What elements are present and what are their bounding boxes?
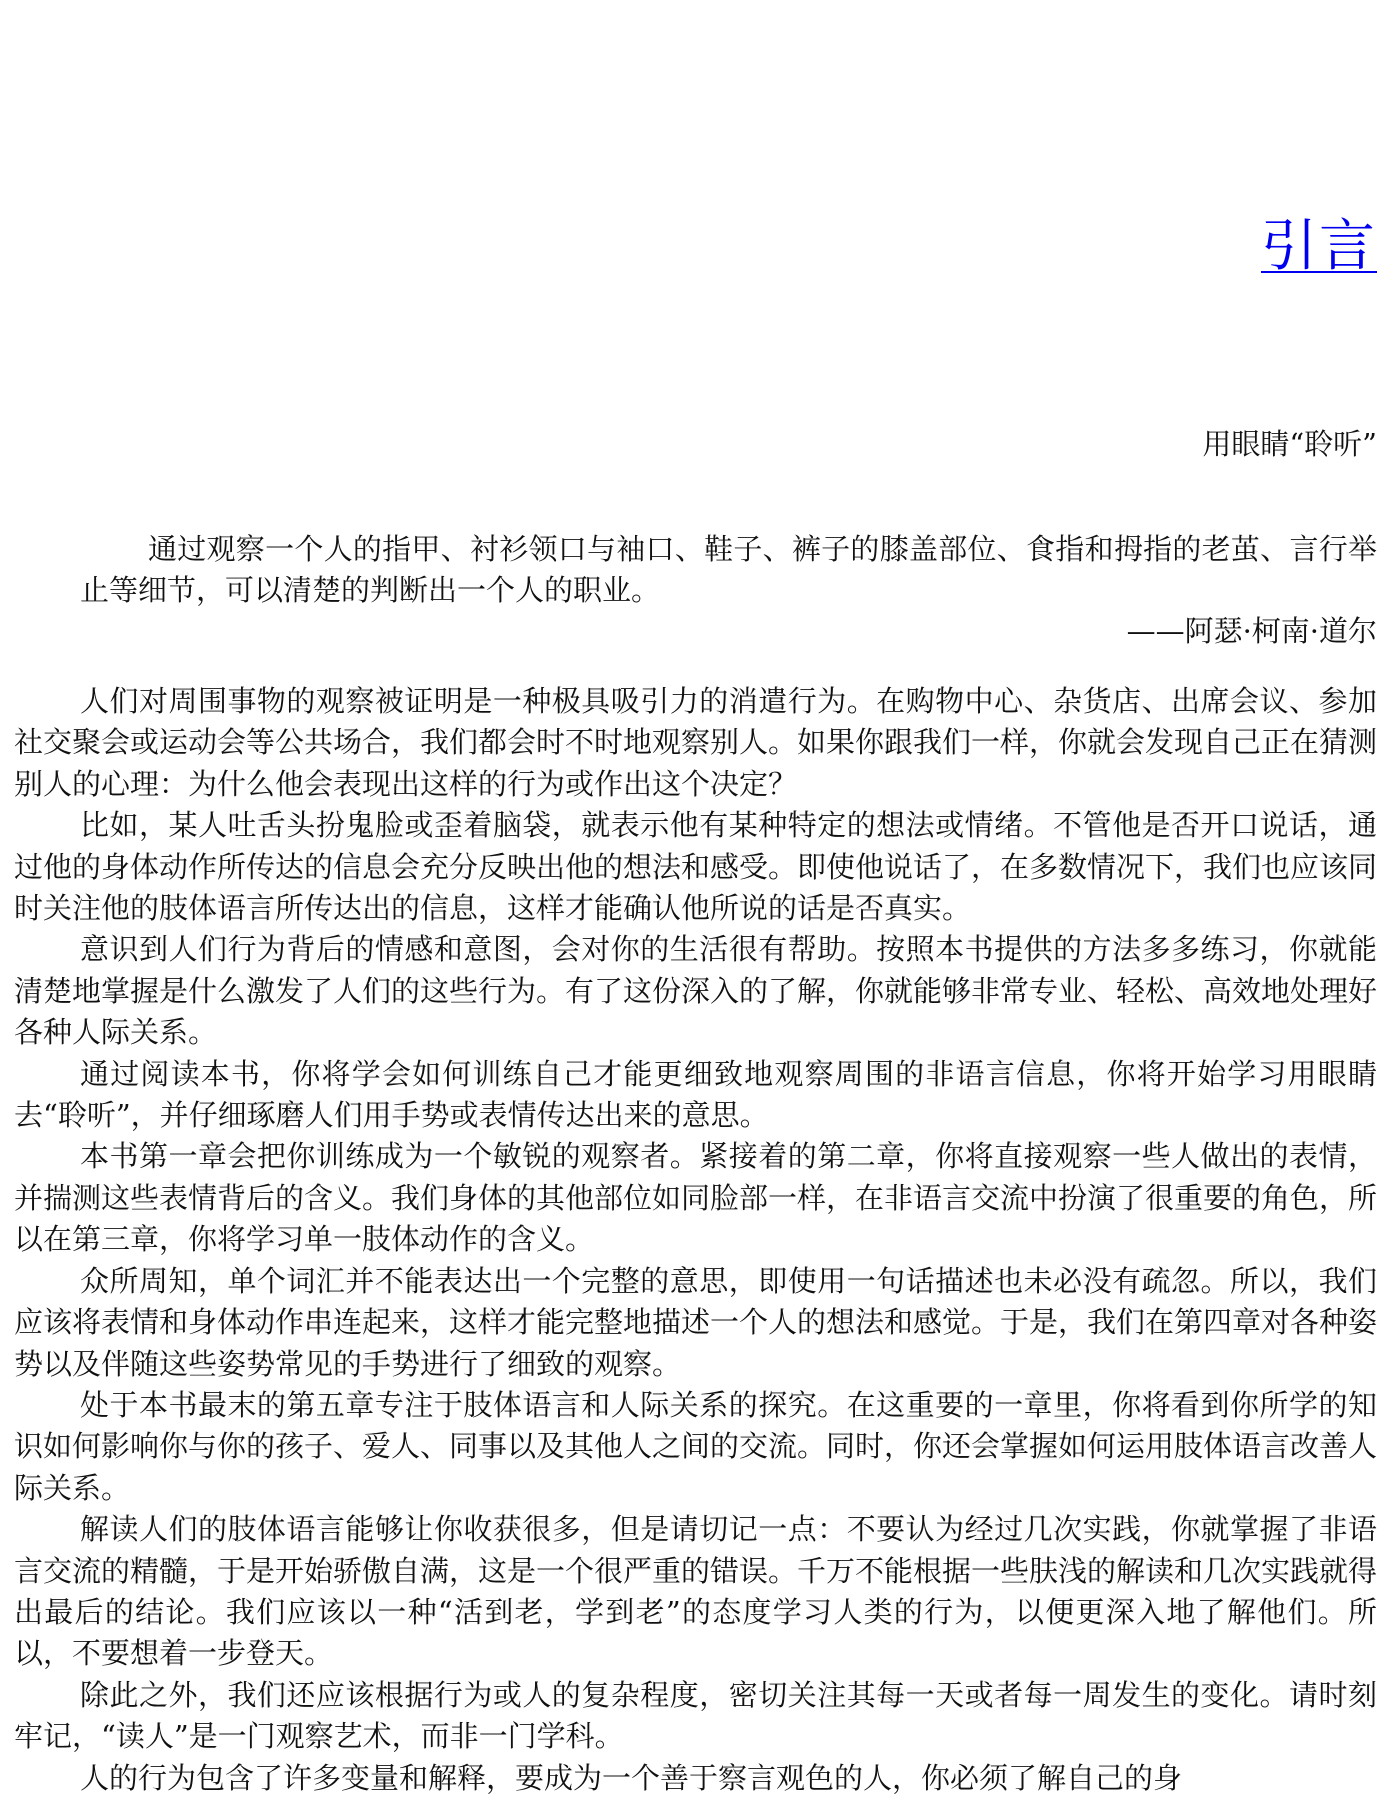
paragraph: 众所周知，单个词汇并不能表达出一个完整的意思，即使用一句话描述也未必没有疏忽。所以，我们应该将表情和身体动作串连起来，这样才能完整地描述一个人的想法和感觉。于是，我们在第四章对各种姿势以及伴随这些姿势常见的手势进行了细致的观察。: [14, 1263, 1378, 1381]
epigraph-quote: 通过观察一个人的指甲、衬衫领口与袖口、鞋子、裤子的膝盖部位、食指和拇指的老茧、言行举止等细节，可以清楚的判断出一个人的职业。: [80, 532, 1377, 607]
paragraph: 人的行为包含了许多变量和解释，要成为一个善于察言观色的人，你必须了解自己的身: [80, 1760, 1183, 1795]
paragraph: 意识到人们行为背后的情感和意图，会对你的生活很有帮助。按照本书提供的方法多多练习，你就能清楚地掌握是什么激发了人们的这些行为。有了这份深入的了解，你就能够非常专业、轻松、高效地处理好各种人际关系。: [14, 932, 1378, 1050]
chapter-title-link[interactable]: 引言: [1261, 214, 1377, 279]
section-subtitle: 用眼睛“聆听”: [1202, 427, 1377, 461]
body-text: [14, 681, 1377, 1799]
paragraph: 比如，某人吐舌头扮鬼脸或歪着脑袋，就表示他有某种特定的想法或情绪。不管他是否开口说话，通过他的身体动作所传达的信息会充分反映出他的想法和感受。即使他说话了，在多数情况下，我们也应该同时关注他的肢体语言所传达出的信息，这样才能确认他所说的话是否真实。: [14, 808, 1378, 926]
paragraph: 除此之外，我们还应该根据行为或人的复杂程度，密切关注其每一天或者每一周发生的变化。请时刻牢记，“读人”是一门观察艺术，而非一门学科。: [14, 1677, 1377, 1754]
epigraph-source: ——阿瑟·柯南·道尔: [1126, 614, 1377, 648]
paragraph: 本书第一章会把你训练成为一个敏锐的观察者。紧接着的第二章，你将直接观察一些人做出的表情，并揣测这些表情背后的含义。我们身体的其他部位如同脸部一样，在非语言交流中扮演了很重要的角色，所以在第三章，你将学习单一肢体动作的含义。: [14, 1139, 1378, 1257]
epigraph: [80, 529, 1377, 652]
paragraph: 人们对周围事物的观察被证明是一种极具吸引力的消遣行为。在购物中心、杂货店、出席会议、参加社交聚会或运动会等公共场合，我们都会时不时地观察别人。如果你跟我们一样，你就会发现自己正在猜测别人的心理：为什么他会表现出这样的行为或作出这个决定？: [14, 684, 1378, 801]
paragraph: 解读人们的肢体语言能够让你收获很多，但是请切记一点：不要认为经过几次实践，你就掌握了非语言交流的精髓，于是开始骄傲自满，这是一个很严重的错误。千万不能根据一些肤浅的解读和几次实践就得出最后的结论。我们应该以一种“活到老，学到老”的态度学习人类的行为，以便更深入地了解他们。所以，不要想着一步登天。: [14, 1512, 1378, 1671]
paragraph: 通过阅读本书，你将学会如何训练自己才能更细致地观察周围的非语言信息，你将开始学习用眼睛去“聆听”，并仔细琢磨人们用手势或表情传达出来的意思。: [14, 1056, 1377, 1133]
paragraph: 处于本书最末的第五章专注于肢体语言和人际关系的探究。在这重要的一章里，你将看到你所学的知识如何影响你与你的孩子、爱人、同事以及其他人之间的交流。同时，你还会掌握如何运用肢体语言改善人际关系。: [14, 1387, 1378, 1505]
